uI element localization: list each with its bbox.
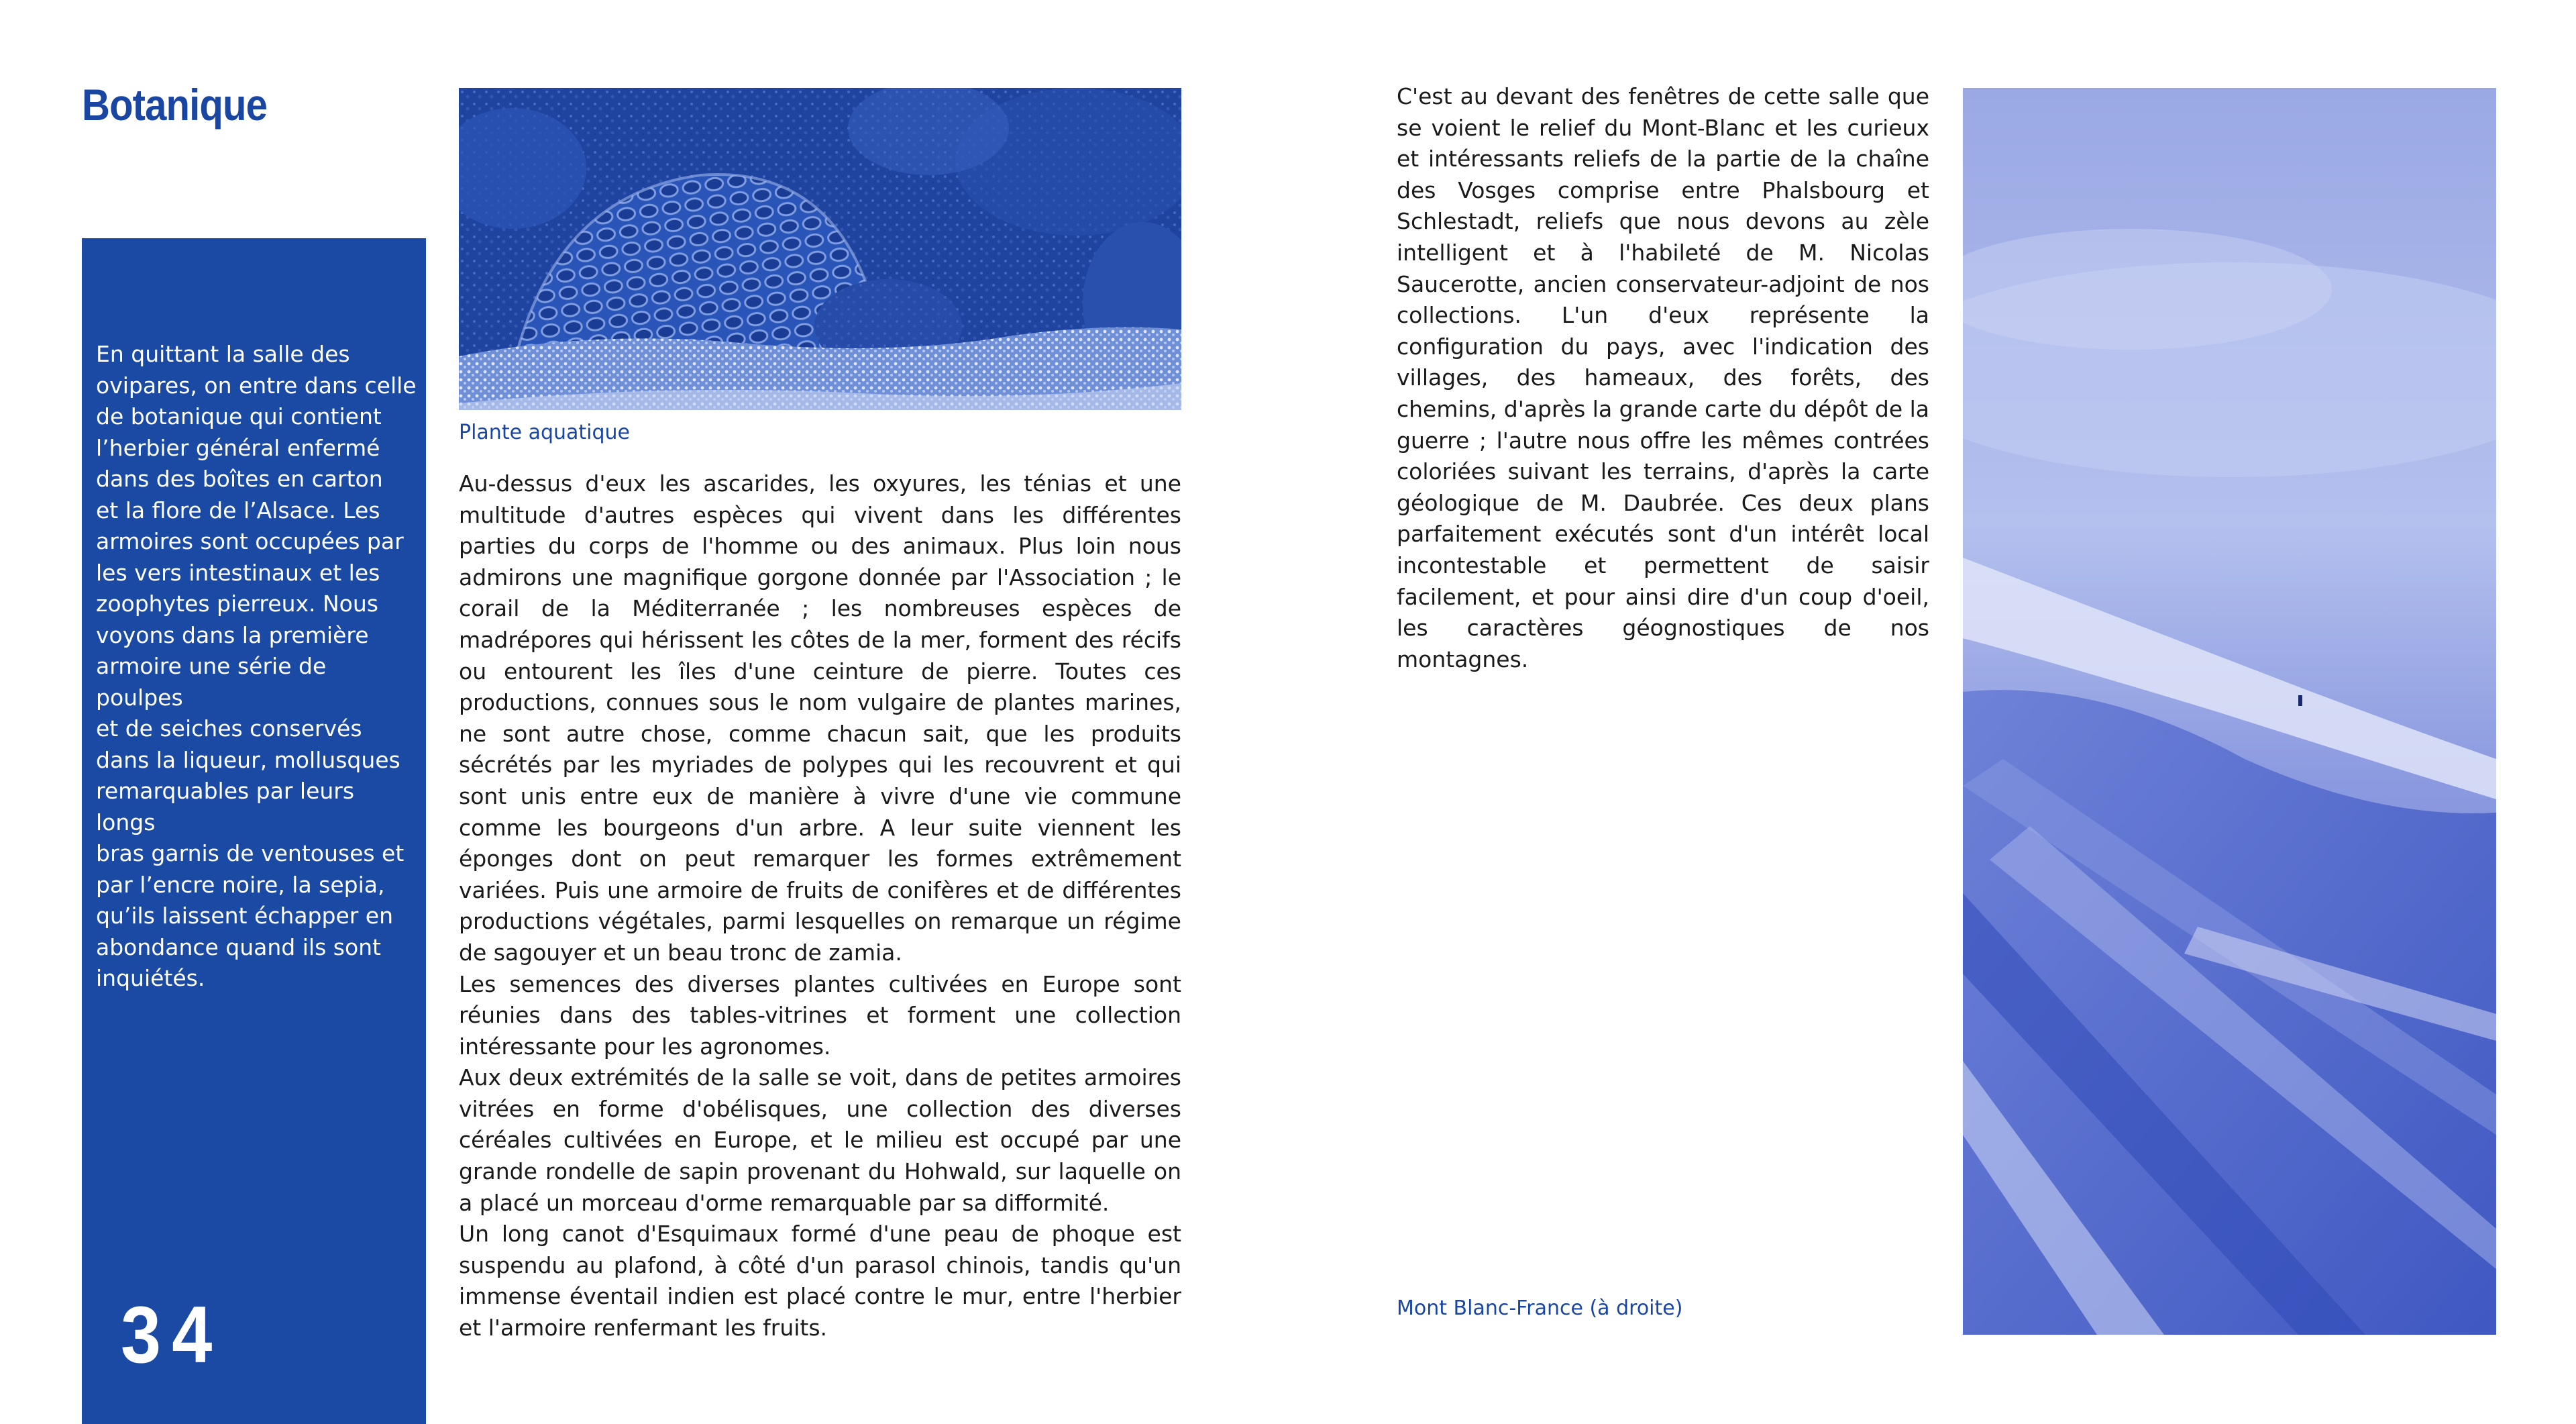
page-heading: Botanique — [82, 80, 268, 130]
page-number: 34 — [121, 1290, 223, 1380]
middle-paragraph: Au-dessus d'eux les ascarides, les oxyures, les ténias et une multitude d'autres espèces qui vivent dans les différentes parties du corps de l'homme ou des animaux. Plus loin nous admirons une magnifique gorgone donnée par l'Association ; le corail de la Méditerranée ; les nombreuses espèces de madrépores qui hérissent les côtes de la mer, forment des récifs ou entourent les îles d'une ceinture de pierre. Toutes ces productions, connues sous le nom vulgaire de plantes marines, ne sont autre chose, comme chacun sait, que les produits sécrétés par les myriades de polypes qui les recouvrent et qui sont unis entre eux de manière à vivre d'une vie commune comme les bourgeons d'un arbre. A leur suite viennent les éponges dont on peut remarquer les formes extrêmement variées. Puis une armoire de fruits de conifères et de différentes productions végétales, parmi lesquelles on remarque un régime de sagouyer et un beau tronc de zamia. — [459, 470, 1181, 966]
middle-paragraph: Les semences des diverses plantes cultivées en Europe sont réunies dans des tables-vitrines et forment une collection intéressante pour les agronomes. — [459, 970, 1181, 1060]
coral-photo-caption: Plante aquatique — [459, 421, 631, 444]
mountain-photo-caption: Mont Blanc-France (à droite) — [1397, 1296, 1683, 1320]
mountain-photo — [1963, 88, 2496, 1335]
coral-photo — [459, 88, 1181, 410]
right-column-text — [1397, 81, 1929, 675]
middle-paragraph: Aux deux extrémités de la salle se voit, dans de petites armoires vitrées en forme d'obélisques, une collection des diverses céréales cultivées en Europe, et le milieu est occupé par une grande rondelle de sapin provenant du Hohwald, sur laquelle on a placé un morceau d'orme remarquable par sa difformité. — [459, 1064, 1181, 1216]
sidebar-intro-text: En quittant la salle des ovipares, on entre dans celle de botanique qui contient l’herbier général enfermé dans des boîtes en carton et la flore de l’Alsace. Les armoires sont occupées par les vers intestinaux et les zoophytes pierreux. Nous voyons dans la première armoire une série de poulpes et de seiches conservés dans la liqueur, mollusques remarquables par leurs longs bras garnis de ventouses et par l’encre noire, la sepia, qu’ils laissent échapper en abondance quand ils sont inquiétés. — [96, 341, 417, 991]
right-paragraph: C'est au devant des fenêtres de cette salle que se voient le relief du Mont-Blanc et les curieux et intéressants reliefs de la partie de la chaîne des Vosges comprise entre Phalsbourg et Schlestadt, reliefs que nous devons au zèle intelligent et à l'habileté de M. Nicolas Saucerotte, ancien conservateur-adjoint de nos collections. L'un d'eux représente la configuration du pays, avec l'indication des villages, des hameaux, des forêts, des chemins, d'après la grande carte du dépôt de la guerre ; l'autre nous offre les mêmes contrées coloriées suivant les terrains, d'après la carte géologique de M. Daubrée. Ces deux plans parfaitement exécutés sont d'un intérêt local incontestable et permettent de saisir facilement, et pour ainsi dire d'un coup d'oeil, les caractères géognostiques de nos montagnes. — [1397, 83, 1930, 672]
middle-paragraph: Un long canot d'Esquimaux formé d'une peau de phoque est suspendu au plafond, à côté d'un parasol chinois, tandis qu'un immense éventail indien est placé contre le mur, entre l'herbier et l'armoire renfermant les fruits. — [459, 1221, 1181, 1341]
middle-column-text — [459, 468, 1181, 1344]
